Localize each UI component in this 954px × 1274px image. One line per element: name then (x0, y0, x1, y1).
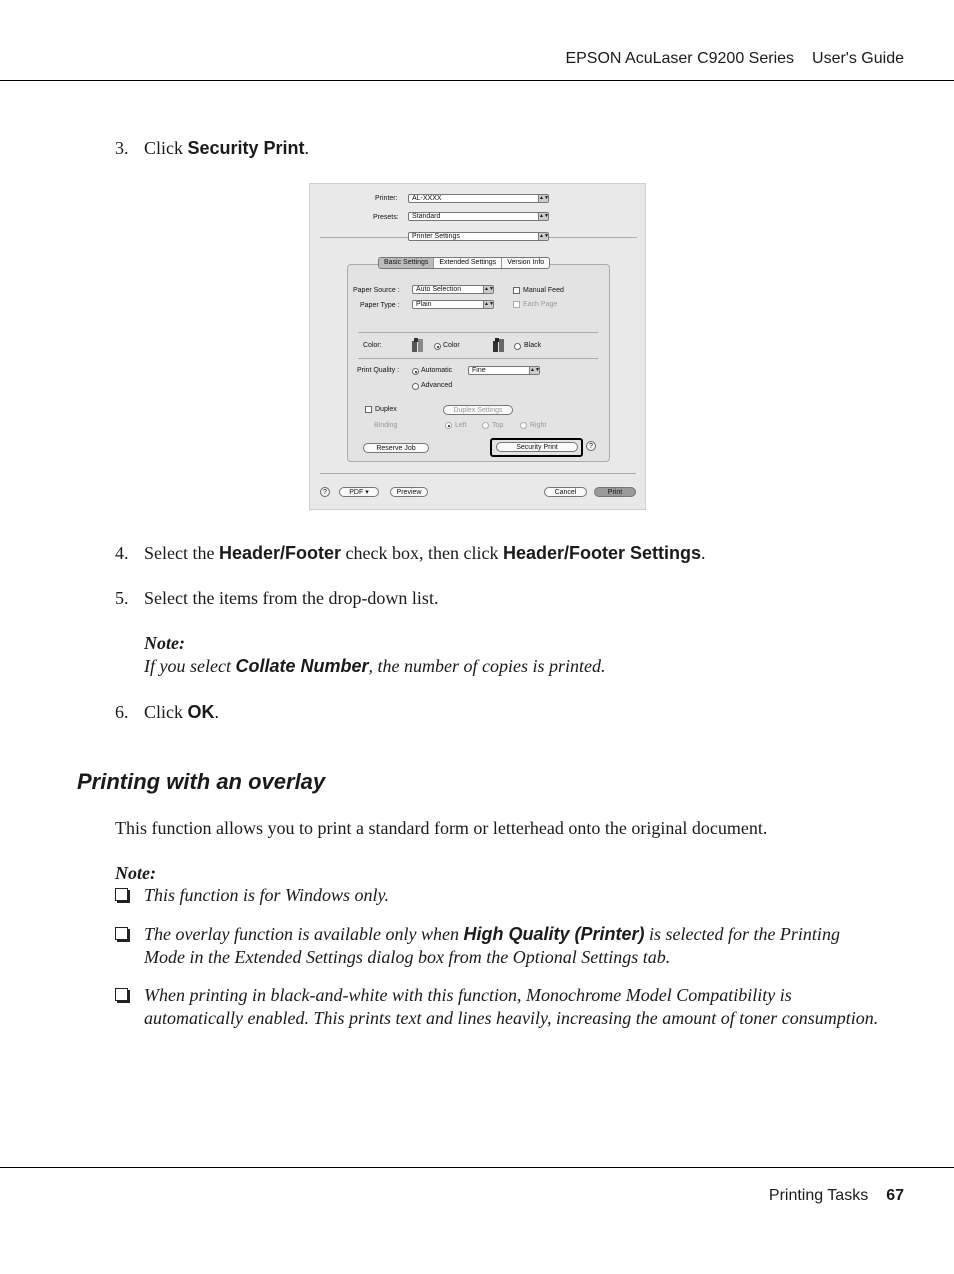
tab-basic-settings[interactable]: Basic Settings (379, 258, 434, 268)
tab-version-info[interactable]: Version Info (507, 259, 545, 266)
print-quality-label: Print Quality : (357, 367, 400, 374)
bullet-bold: High Quality (Printer) (463, 924, 645, 944)
step-number: 5. (115, 588, 129, 608)
manual-feed-checkbox[interactable] (513, 287, 520, 294)
separator (358, 358, 598, 359)
manual-feed-label: Manual Feed (523, 287, 564, 294)
security-print-button[interactable]: Security Print (496, 442, 578, 452)
bind-left-label: Left (455, 422, 467, 429)
separator (358, 332, 598, 333)
footer-rule (0, 1167, 954, 1168)
step-number: 4. (115, 543, 129, 563)
checkbox-bullet-icon (115, 988, 128, 1001)
step-3 (115, 137, 309, 160)
step-text: . (701, 543, 706, 563)
tab-extended-settings[interactable]: Extended Settings (434, 258, 502, 268)
header-rule (0, 80, 954, 81)
color-option-label: Color (443, 342, 460, 349)
paper-type-label: Paper Type : (360, 302, 400, 309)
step-bold: Header/Footer (218, 543, 342, 563)
note-title: Note: (144, 633, 185, 653)
bind-right-label: Right (530, 422, 547, 429)
bind-right-radio[interactable] (520, 422, 527, 429)
step-number: 3. (115, 138, 129, 158)
note-text (144, 655, 605, 678)
popup-arrows-icon: ▲▼ (539, 213, 549, 219)
step-6 (115, 701, 219, 724)
color-label: Color: (363, 342, 382, 349)
note-text-part: , the number of copies is printed. (368, 656, 606, 676)
presets-value: Standard (412, 213, 441, 220)
quality-advanced-radio[interactable] (412, 383, 419, 390)
popup-arrows-icon: ▲▼ (539, 233, 549, 239)
checkbox-bullet-icon (115, 927, 128, 940)
note-text-part: If you select (144, 656, 236, 676)
quality-automatic-label: Automatic (421, 367, 453, 374)
separator (320, 473, 636, 474)
black-radio[interactable] (514, 343, 521, 350)
section-intro: This function allows you to print a standard form or letterhead onto the original document. (115, 818, 768, 838)
duplex-checkbox[interactable] (365, 406, 372, 413)
duplex-settings-button[interactable]: Duplex Settings (443, 405, 513, 415)
quality-advanced-label: Advanced (421, 382, 453, 389)
page-footer (769, 1187, 904, 1205)
printer-popup[interactable] (408, 194, 549, 203)
step-bold: OK (187, 702, 215, 722)
black-option-label: Black (524, 342, 542, 349)
step-bold: Header/Footer Settings (502, 543, 702, 563)
help-icon[interactable]: ? (320, 487, 330, 497)
bind-top-label: Top (492, 422, 504, 429)
page-number: 67 (886, 1187, 904, 1204)
step-text: Click (144, 702, 188, 722)
popup-arrows-icon: ▲▼ (484, 301, 494, 307)
step-text: . (304, 138, 310, 158)
note-title: Note: (115, 863, 156, 883)
step-bold: Security Print (187, 138, 305, 158)
overlay-note-title (115, 862, 156, 885)
separator (320, 237, 408, 238)
paper-source-label: Paper Source : (353, 287, 400, 294)
step-text: Click (144, 138, 188, 158)
footer-section: Printing Tasks (768, 1187, 869, 1204)
checkbox-bullet-icon (115, 888, 128, 901)
binding-label: Binding (374, 422, 398, 429)
paper-type-value: Plain (416, 301, 432, 308)
header-product: EPSON AcuLaser C9200 Series (565, 50, 795, 67)
header-guide: User's Guide (812, 50, 904, 67)
presets-popup[interactable] (408, 212, 549, 221)
bullet-text-part: The overlay function is available only when (144, 924, 464, 944)
popup-arrows-icon: ▲▼ (484, 286, 494, 292)
section-heading: Printing with an overlay (77, 769, 326, 794)
bind-top-radio[interactable] (482, 422, 489, 429)
printer-label: Printer: (375, 195, 398, 202)
each-page-checkbox[interactable] (513, 301, 520, 308)
step-text: Select the (144, 543, 219, 563)
step-text: . (214, 702, 219, 722)
popup-arrows-icon: ▲▼ (530, 367, 540, 373)
note-bullet (115, 923, 885, 969)
step-text: Select the items from the drop-down list. (144, 588, 439, 608)
print-button[interactable]: Print (594, 487, 636, 497)
step-text: check box, then click (341, 543, 503, 563)
quality-automatic-radio[interactable] (412, 368, 419, 375)
paper-source-value: Auto Selection (416, 286, 462, 293)
separator (549, 237, 637, 238)
color-radio[interactable] (434, 343, 441, 350)
each-page-label: Each Page (523, 301, 558, 308)
color-ink-icon (411, 337, 425, 353)
pane-value: Printer Settings (412, 233, 460, 240)
tab-bar (378, 257, 550, 269)
pane-popup[interactable] (408, 232, 549, 241)
paper-type-popup[interactable] (412, 300, 494, 309)
step-number: 6. (115, 702, 129, 722)
quality-value: Fine (472, 367, 486, 374)
print-dialog-screenshot (309, 183, 646, 510)
bullet-text-part: is selected for the Printing Mode in the Extended Settings dialog box from the Optional Settings tab. (144, 924, 840, 967)
bullet-text: When printing in black-and-white with this function, Monochrome Model Compatibility is automatically enabled. This prints text and lines heavily, increasing the amount of toner consumption. (144, 985, 879, 1028)
presets-label: Presets: (373, 214, 399, 221)
help-icon[interactable]: ? (586, 441, 596, 451)
note-collate (144, 632, 605, 678)
step-4 (115, 542, 706, 565)
printer-value: AL-XXXX (412, 195, 442, 202)
duplex-label: Duplex (375, 406, 397, 413)
quality-popup[interactable] (468, 366, 540, 375)
note-bullet (115, 984, 885, 1030)
paper-source-popup[interactable] (412, 285, 494, 294)
popup-arrows-icon: ▲▼ (539, 195, 549, 201)
preview-button[interactable]: Preview (390, 487, 428, 497)
reserve-job-button[interactable]: Reserve Job (363, 443, 429, 453)
black-ink-icon (492, 337, 506, 353)
note-bullet (115, 884, 885, 907)
bullet-text: This function is for Windows only. (144, 885, 390, 905)
page-header (565, 50, 904, 68)
cancel-button[interactable]: Cancel (544, 487, 587, 497)
step-5 (115, 587, 438, 610)
pdf-button[interactable]: PDF ▾ (339, 487, 379, 497)
note-bold: Collate Number (235, 656, 369, 676)
bind-left-radio[interactable] (445, 422, 452, 429)
bullet-text (144, 923, 885, 969)
